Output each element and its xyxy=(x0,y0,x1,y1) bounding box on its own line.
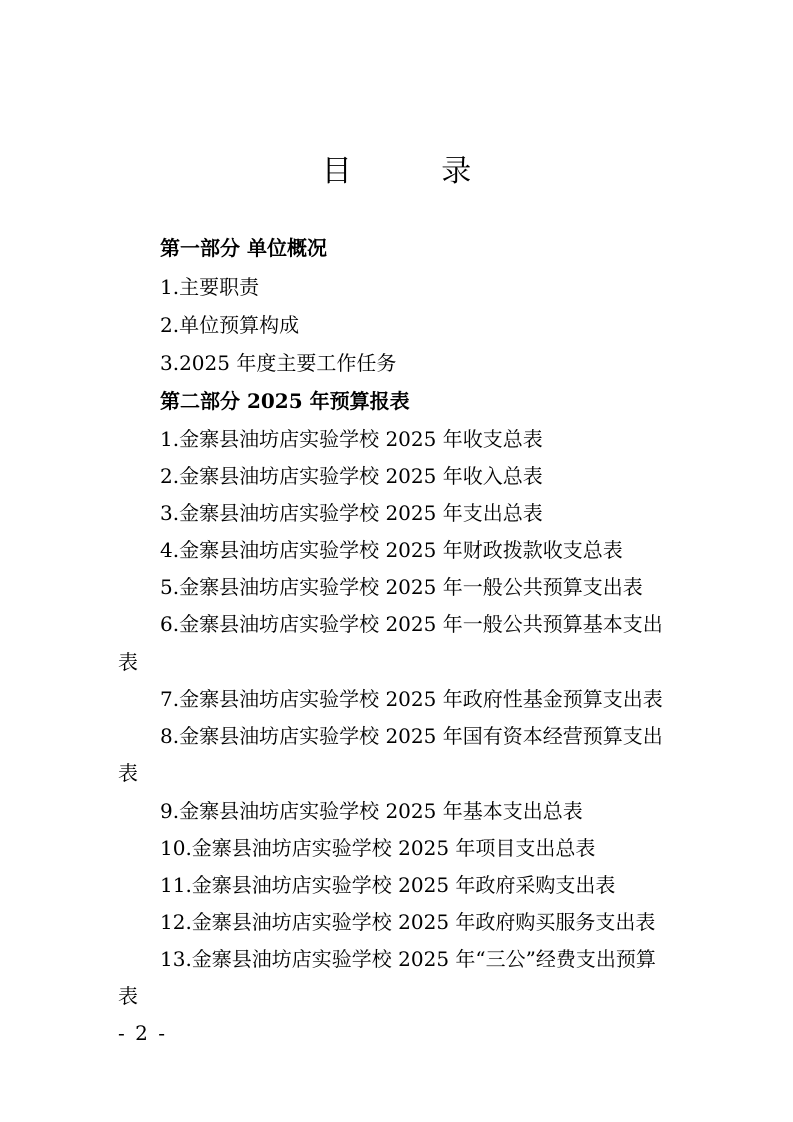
toc-item: 12.金寨县油坊店实验学校 2025 年政府购买服务支出表 xyxy=(160,910,656,934)
page-number: - 2 - xyxy=(118,1021,167,1045)
toc-item: 11.金寨县油坊店实验学校 2025 年政府采购支出表 xyxy=(160,873,616,897)
toc-item: 9.金寨县油坊店实验学校 2025 年基本支出总表 xyxy=(160,799,583,823)
toc-section-heading-part1: 第一部分 单位概况 xyxy=(160,236,327,260)
toc-section-heading-part2: 第二部分 2025 年预算报表 xyxy=(160,389,410,413)
toc-item: 1.主要职责 xyxy=(160,275,260,299)
toc-item: 3.2025 年度主要工作任务 xyxy=(160,351,397,375)
toc-item-continuation: 表 xyxy=(118,761,138,785)
toc-item: 7.金寨县油坊店实验学校 2025 年政府性基金预算支出表 xyxy=(160,687,663,711)
toc-item: 2.金寨县油坊店实验学校 2025 年收入总表 xyxy=(160,464,543,488)
toc-item: 4.金寨县油坊店实验学校 2025 年财政拨款收支总表 xyxy=(160,538,623,562)
toc-item-continuation: 表 xyxy=(118,984,138,1008)
toc-item: 2.单位预算构成 xyxy=(160,313,300,337)
toc-item: 13.金寨县油坊店实验学校 2025 年“三公”经费支出预算 xyxy=(160,947,656,971)
toc-item: 10.金寨县油坊店实验学校 2025 年项目支出总表 xyxy=(160,836,596,860)
toc-item: 1.金寨县油坊店实验学校 2025 年收支总表 xyxy=(160,427,543,451)
page-title: 目 录 xyxy=(321,154,512,189)
toc-item: 6.金寨县油坊店实验学校 2025 年一般公共预算基本支出 xyxy=(160,612,663,636)
toc-item: 3.金寨县油坊店实验学校 2025 年支出总表 xyxy=(160,501,543,525)
toc-item: 8.金寨县油坊店实验学校 2025 年国有资本经营预算支出 xyxy=(160,724,663,748)
toc-item-continuation: 表 xyxy=(118,650,138,674)
toc-item: 5.金寨县油坊店实验学校 2025 年一般公共预算支出表 xyxy=(160,575,643,599)
